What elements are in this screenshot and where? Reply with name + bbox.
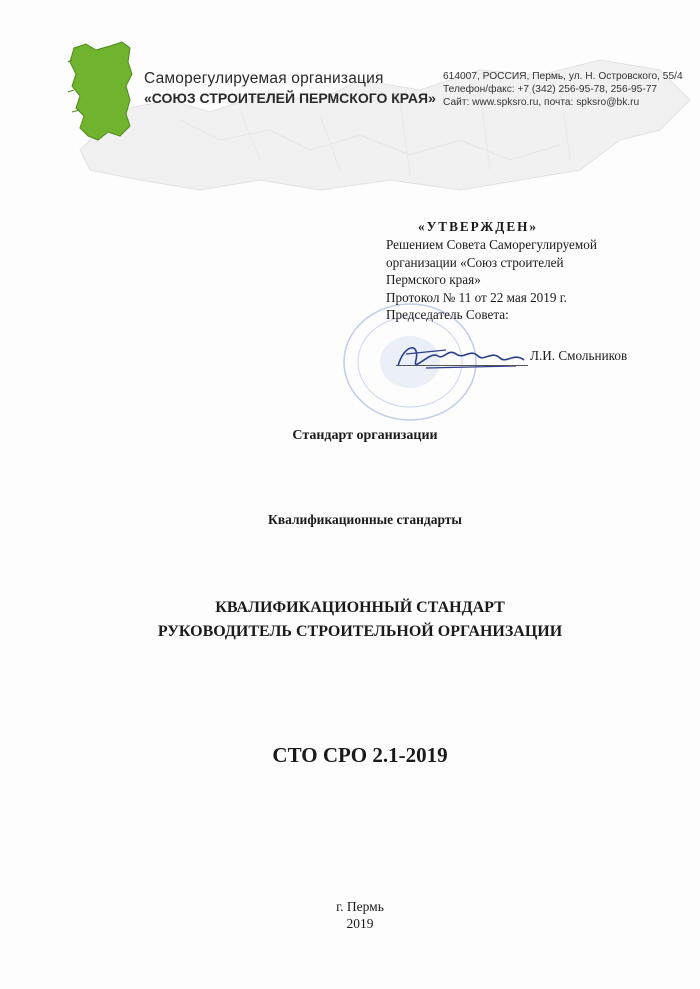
approval-block: [386, 218, 597, 323]
footer-place-year: [40, 898, 680, 932]
approval-chairman: Председатель Совета:: [386, 307, 509, 323]
title-line1: КВАЛИФИКАЦИОННЫЙ СТАНДАРТ: [215, 599, 505, 616]
signature-line: [396, 365, 528, 366]
title-line2: РУКОВОДИТЕЛЬ СТРОИТЕЛЬНОЙ ОРГАНИЗАЦИИ: [157, 623, 563, 640]
approval-heading: «УТВЕРЖДЕН»: [418, 219, 539, 234]
signature-icon: [386, 330, 536, 380]
contact-info: [443, 70, 683, 109]
approval-protocol: Протокол № 11 от 22 мая 2019 г.: [386, 289, 567, 305]
site-line: Сайт: www.spksro.ru, почта: spksro@bk.ru: [443, 97, 640, 108]
org-name-line1: Саморегулируемая организация: [144, 70, 384, 87]
address-line: 614007, РОССИЯ, Пермь, ул. Н. Островского, 55/4: [443, 71, 683, 82]
signer-name: Л.И. Смольников: [530, 348, 628, 363]
russia-map-watermark: [60, 40, 700, 200]
approval-line2: организации «Союз строителей: [386, 254, 564, 270]
standard-organization-label: Стандарт организации: [292, 428, 438, 443]
document-code: СТО СРО 2.1-2019: [272, 743, 448, 767]
organization-name: [144, 70, 436, 106]
approval-line1: Решением Совета Саморегулируемой: [386, 237, 597, 253]
approval-line3: Пермского края»: [386, 272, 481, 288]
phone-line: Телефон/факс: +7 (342) 256-95-78, 256-95-77: [443, 84, 658, 95]
document-title: [40, 596, 680, 644]
perm-region-map-icon: [60, 40, 136, 144]
org-name-line2: «СОЮЗ СТРОИТЕЛЕЙ ПЕРМСКОГО КРАЯ»: [144, 90, 436, 106]
footer-city: г. Пермь: [336, 899, 384, 914]
footer-year: 2019: [346, 916, 374, 931]
qualification-standards-label: Квалификационные стандарты: [268, 512, 462, 527]
